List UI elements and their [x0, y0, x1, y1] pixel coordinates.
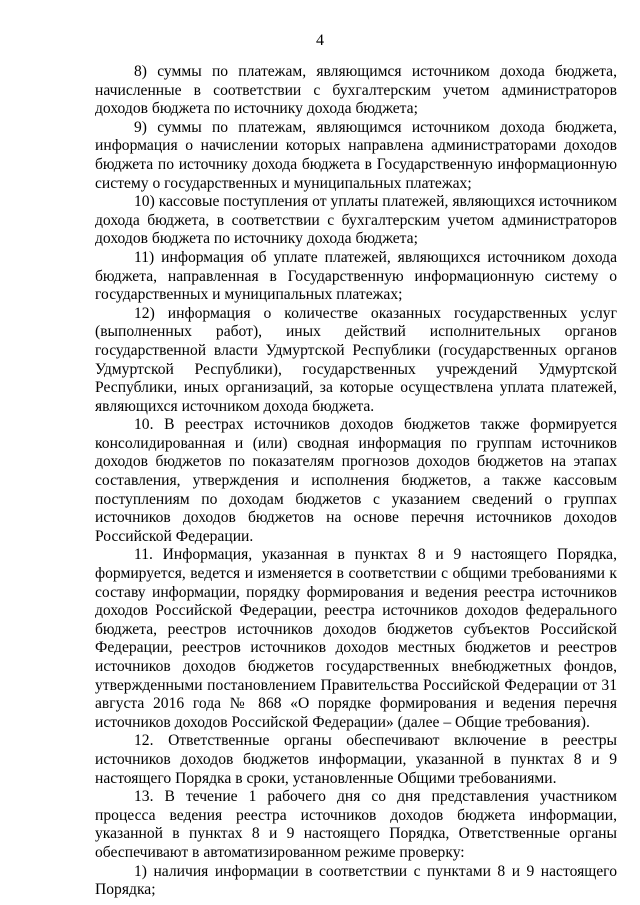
paragraph-item-9: 9) суммы по платежам, являющимся источником дохода бюджета, информация о начислении которых направлена администраторами доходов бюджета по источнику дохода бюджета в Государственную информационную систему о государственных и муниципальных платежах; — [95, 118, 617, 192]
paragraph-item-8: 8) суммы по платежам, являющимся источником дохода бюджета, начисленные в соответствии с бухгалтерским учетом администраторов доходов бюджета по источнику дохода бюджета; — [95, 63, 617, 118]
paragraph-clause-13-item-1: 1) наличия информации в соответствии с пунктами 8 и 9 настоящего Порядка; — [95, 862, 617, 899]
paragraph-clause-12: 12. Ответственные органы обеспечивают включение в реестры источников доходов бюджетов информации, указанной в пунктах 8 и 9 настоящего Порядка в сроки, установленные Общими требованиями. — [95, 732, 617, 787]
page-number: 4 — [316, 32, 324, 49]
paragraph-clause-11: 11. Информация, указанная в пунктах 8 и 9 настоящего Порядка, формируется, ведется и изменяется в соответствии с общими требованиями к составу информации, порядку формирования и ведения реестра источников доходов Российской Федерации, реестра источников доходов федерального бюджета, реестров источников доходов бюджетов субъектов Российской Федерации, реестров источников доходов местных бюджетов и реестров источников доходов бюджетов государственных внебюджетных фондов, утвержденными постановлением Правительства Российской Федерации от 31 августа 2016 года № 868 «О порядке формирования и ведения перечня источников доходов Российской Федерации» (далее – Общие требования). — [95, 546, 617, 731]
paragraph-clause-13: 13. В течение 1 рабочего дня со дня представления участником процесса ведения реестра источников доходов бюджета информации, указанной в пунктах 8 и 9 настоящего Порядка, Ответственные органы обеспечивают в автоматизированном режиме проверку: — [95, 788, 617, 861]
paragraph-item-10: 10) кассовые поступления от уплаты платежей, являющихся источником дохода бюджета, в соответствии с бухгалтерским учетом администраторов доходов бюджета по источнику дохода бюджета; — [95, 193, 617, 248]
paragraph-item-12: 12) информация о количестве оказанных государственных услуг (выполненных работ), иных действий исполнительных органов государственной власти Удмуртской Республики (государственных органов Удмуртской Республики), государственных учреждений Удмуртской Республики, иных организаций, за которые осуществлена уплата платежей, являющихся источником дохода бюджета. — [95, 304, 617, 415]
paragraph-clause-10: 10. В реестрах источников доходов бюджетов также формируется консолидированная и (или) сводная информация по группам источников доходов бюджетов по показателям прогнозов доходов бюджетов на этапах составления, утверждения и исполнения бюджетов, а также кассовым поступлениям по доходам бюджетов с указанием сведений о группах источников доходов бюджетов на основе перечня источников доходов Российской Федерации. — [95, 416, 617, 545]
document-body — [95, 63, 617, 900]
paragraph-item-11: 11) информация об уплате платежей, являющихся источником дохода бюджета, направленная в Государственную информационную систему о государственных и муниципальных платежах; — [95, 248, 617, 304]
